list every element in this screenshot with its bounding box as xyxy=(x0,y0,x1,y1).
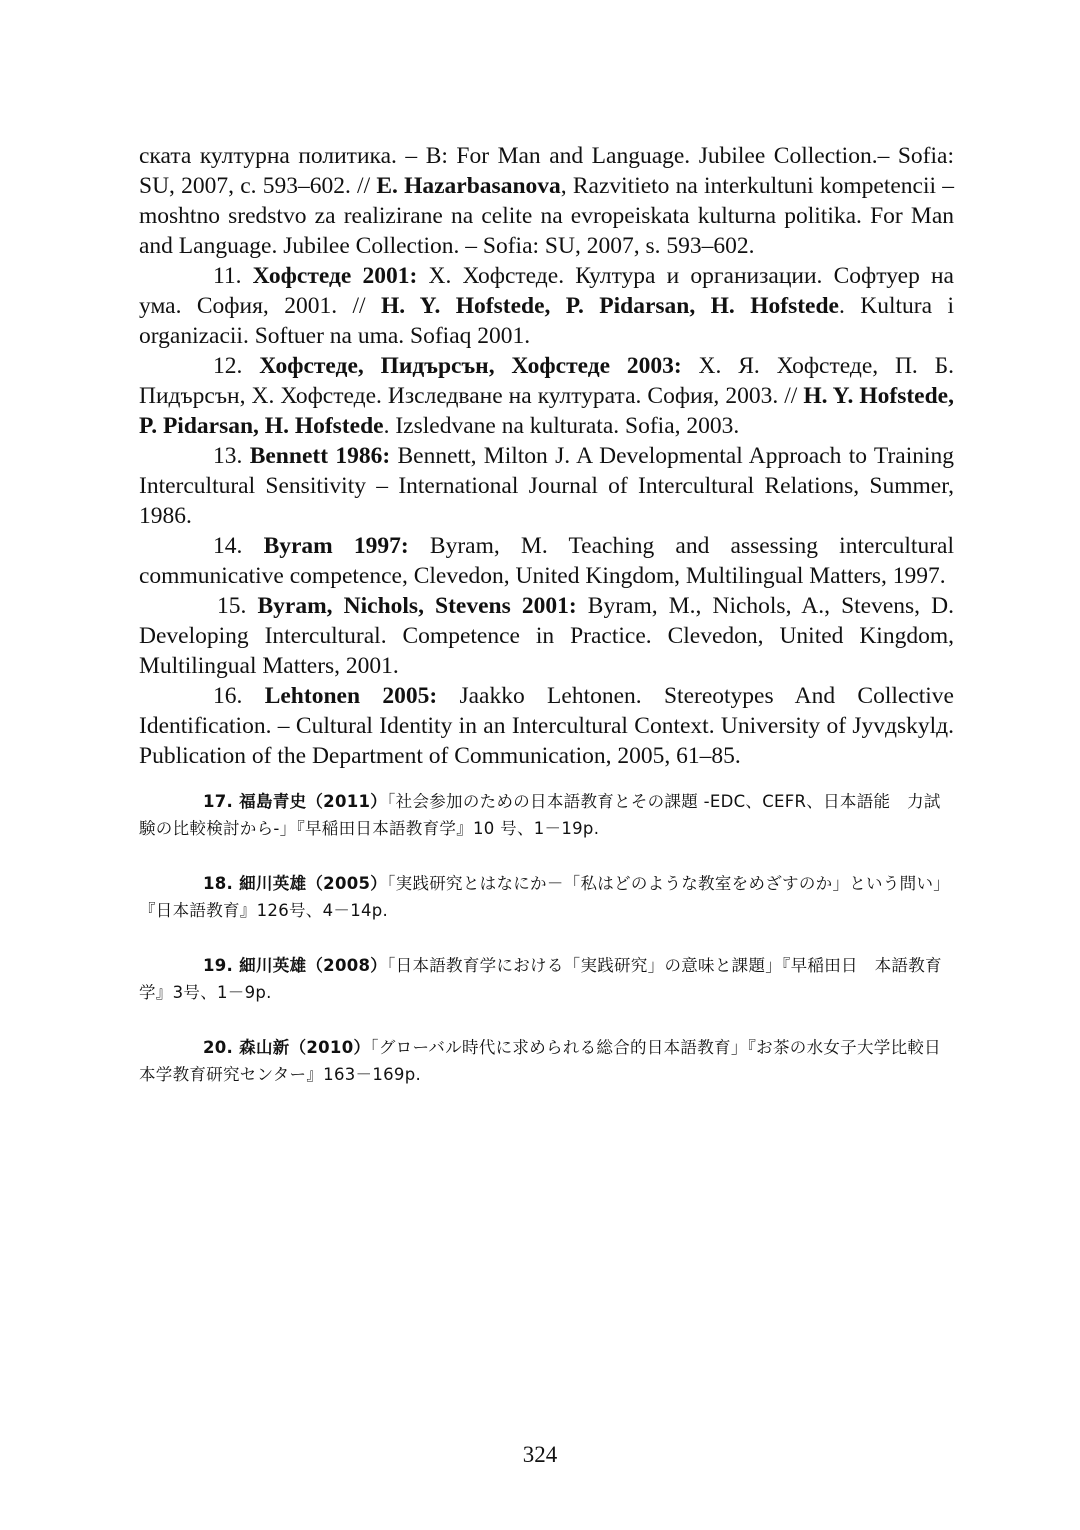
reference-key: 20. 森山新（2010） xyxy=(203,1038,371,1057)
reference-text: 「日本語教育学における「実践研究」の意味と課題」『早稲田日 本語教育学』3号、1－9p. xyxy=(139,956,942,1002)
reference-author: H. Y. Hofstede, P. Pidarsan, H. Hofstede xyxy=(139,383,954,439)
reference-text: , Razvitieto na interkultuni kompetencii – moshtno sredstvo za realizirane na celite na evropeiskata kulturna politika. For Man and Language. Jubilee Collection. – Sofia: SU, 2007, s. 593–602. xyxy=(139,173,954,259)
reference-15 xyxy=(139,591,954,681)
reference-key: Bennett 1986: xyxy=(249,443,391,469)
reference-text: Х. Я. Хофстеде, П. Б. Пидърсън, Х. Хофстеде. Изследване на културата. София, 2003. // xyxy=(139,353,954,409)
reference-10-continued xyxy=(139,141,954,261)
reference-number: 11. xyxy=(213,263,253,289)
reference-number: 16. xyxy=(213,683,265,709)
reference-text: Byram, M., Nichols, A., Stevens, D. Developing Intercultural. Competence in Practice. Clevedon, United Kingdom, Multilingual Matters, 2001. xyxy=(139,593,954,679)
reference-key: 18. 細川英雄（2005） xyxy=(203,874,388,893)
reference-text: Jaakko Lehtonen. Stereotypes And Collective Identification. – Cultural Identity in an Intercultural Context. University of Jyvдskylд. Publication of the Department of Communication, 2005, 61–85. xyxy=(139,683,954,769)
reference-text: 「社会参加のための日本語教育とその課題 -EDC、CEFR、日本語能 力試験の比較検討から-」『早稲田日本語教育学』10 号、1－19p. xyxy=(139,792,941,838)
reference-key: 17. 福島青史（2011） xyxy=(203,792,388,811)
reference-text: 「グローバル時代に求められる総合的日本語教育」『お茶の水女子大学比較日本学教育研究センター』163－169p. xyxy=(139,1038,941,1084)
reference-number: 13. xyxy=(213,443,250,469)
japanese-references-block xyxy=(139,788,954,1116)
page-number: 324 xyxy=(522,1442,558,1467)
reference-key: Lehtonen 2005: xyxy=(264,683,438,709)
reference-20 xyxy=(139,1034,954,1088)
reference-key: Byram, Nichols, Stevens 2001: xyxy=(257,593,577,619)
reference-16 xyxy=(139,681,954,771)
reference-18 xyxy=(139,870,954,924)
reference-text: 「実践研究とはなにか－「私はどのような教室をめざすのか」という問い」『日本語教育』126号、4－14p. xyxy=(139,874,951,920)
reference-text: . Izsledvane na kulturata. Sofia, 2003. xyxy=(383,413,740,439)
reference-key: Хофстеде 2001: xyxy=(252,263,418,289)
reference-number: 15. xyxy=(217,593,258,619)
reference-text: . Kultura i organizacii. Softuer na uma. Sofiaq 2001. xyxy=(139,293,954,349)
reference-key: Хофстеде, Пидърсън, Хофстеде 2003: xyxy=(259,353,682,379)
reference-number: 12. xyxy=(213,353,260,379)
reference-17 xyxy=(139,788,954,842)
reference-author: H. Y. Hofstede, P. Pidarsan, H. Hofstede xyxy=(380,293,839,319)
reference-text: Х. Хофстеде. Култура и организации. Софтуер на ума. София, 2001. // xyxy=(139,263,954,319)
reference-19 xyxy=(139,952,954,1006)
reference-text: ската културна политика. – В: For Man and Language. Jubilee Collection.– Sofia: SU, 2007, с. 593–602. // xyxy=(139,143,954,199)
reference-number: 14. xyxy=(213,533,264,559)
reference-key: 19. 細川英雄（2008） xyxy=(203,956,388,975)
reference-author: E. Hazarbasanova xyxy=(376,173,561,199)
reference-12 xyxy=(139,351,954,441)
reference-13 xyxy=(139,441,954,531)
reference-text: Bennett, Milton J. A Developmental Approach to Training Intercultural Sensitivity – International Journal of Intercultural Relations, Summer, 1986. xyxy=(139,443,955,529)
reference-11 xyxy=(139,261,954,351)
reference-key: Byram 1997: xyxy=(263,533,409,559)
bibliography-block xyxy=(139,141,954,771)
reference-14 xyxy=(139,531,954,591)
reference-text: Byram, M. Teaching and assessing intercultural communicative competence, Clevedon, United Kingdom, Multilingual Matters, 1997. xyxy=(139,533,954,589)
